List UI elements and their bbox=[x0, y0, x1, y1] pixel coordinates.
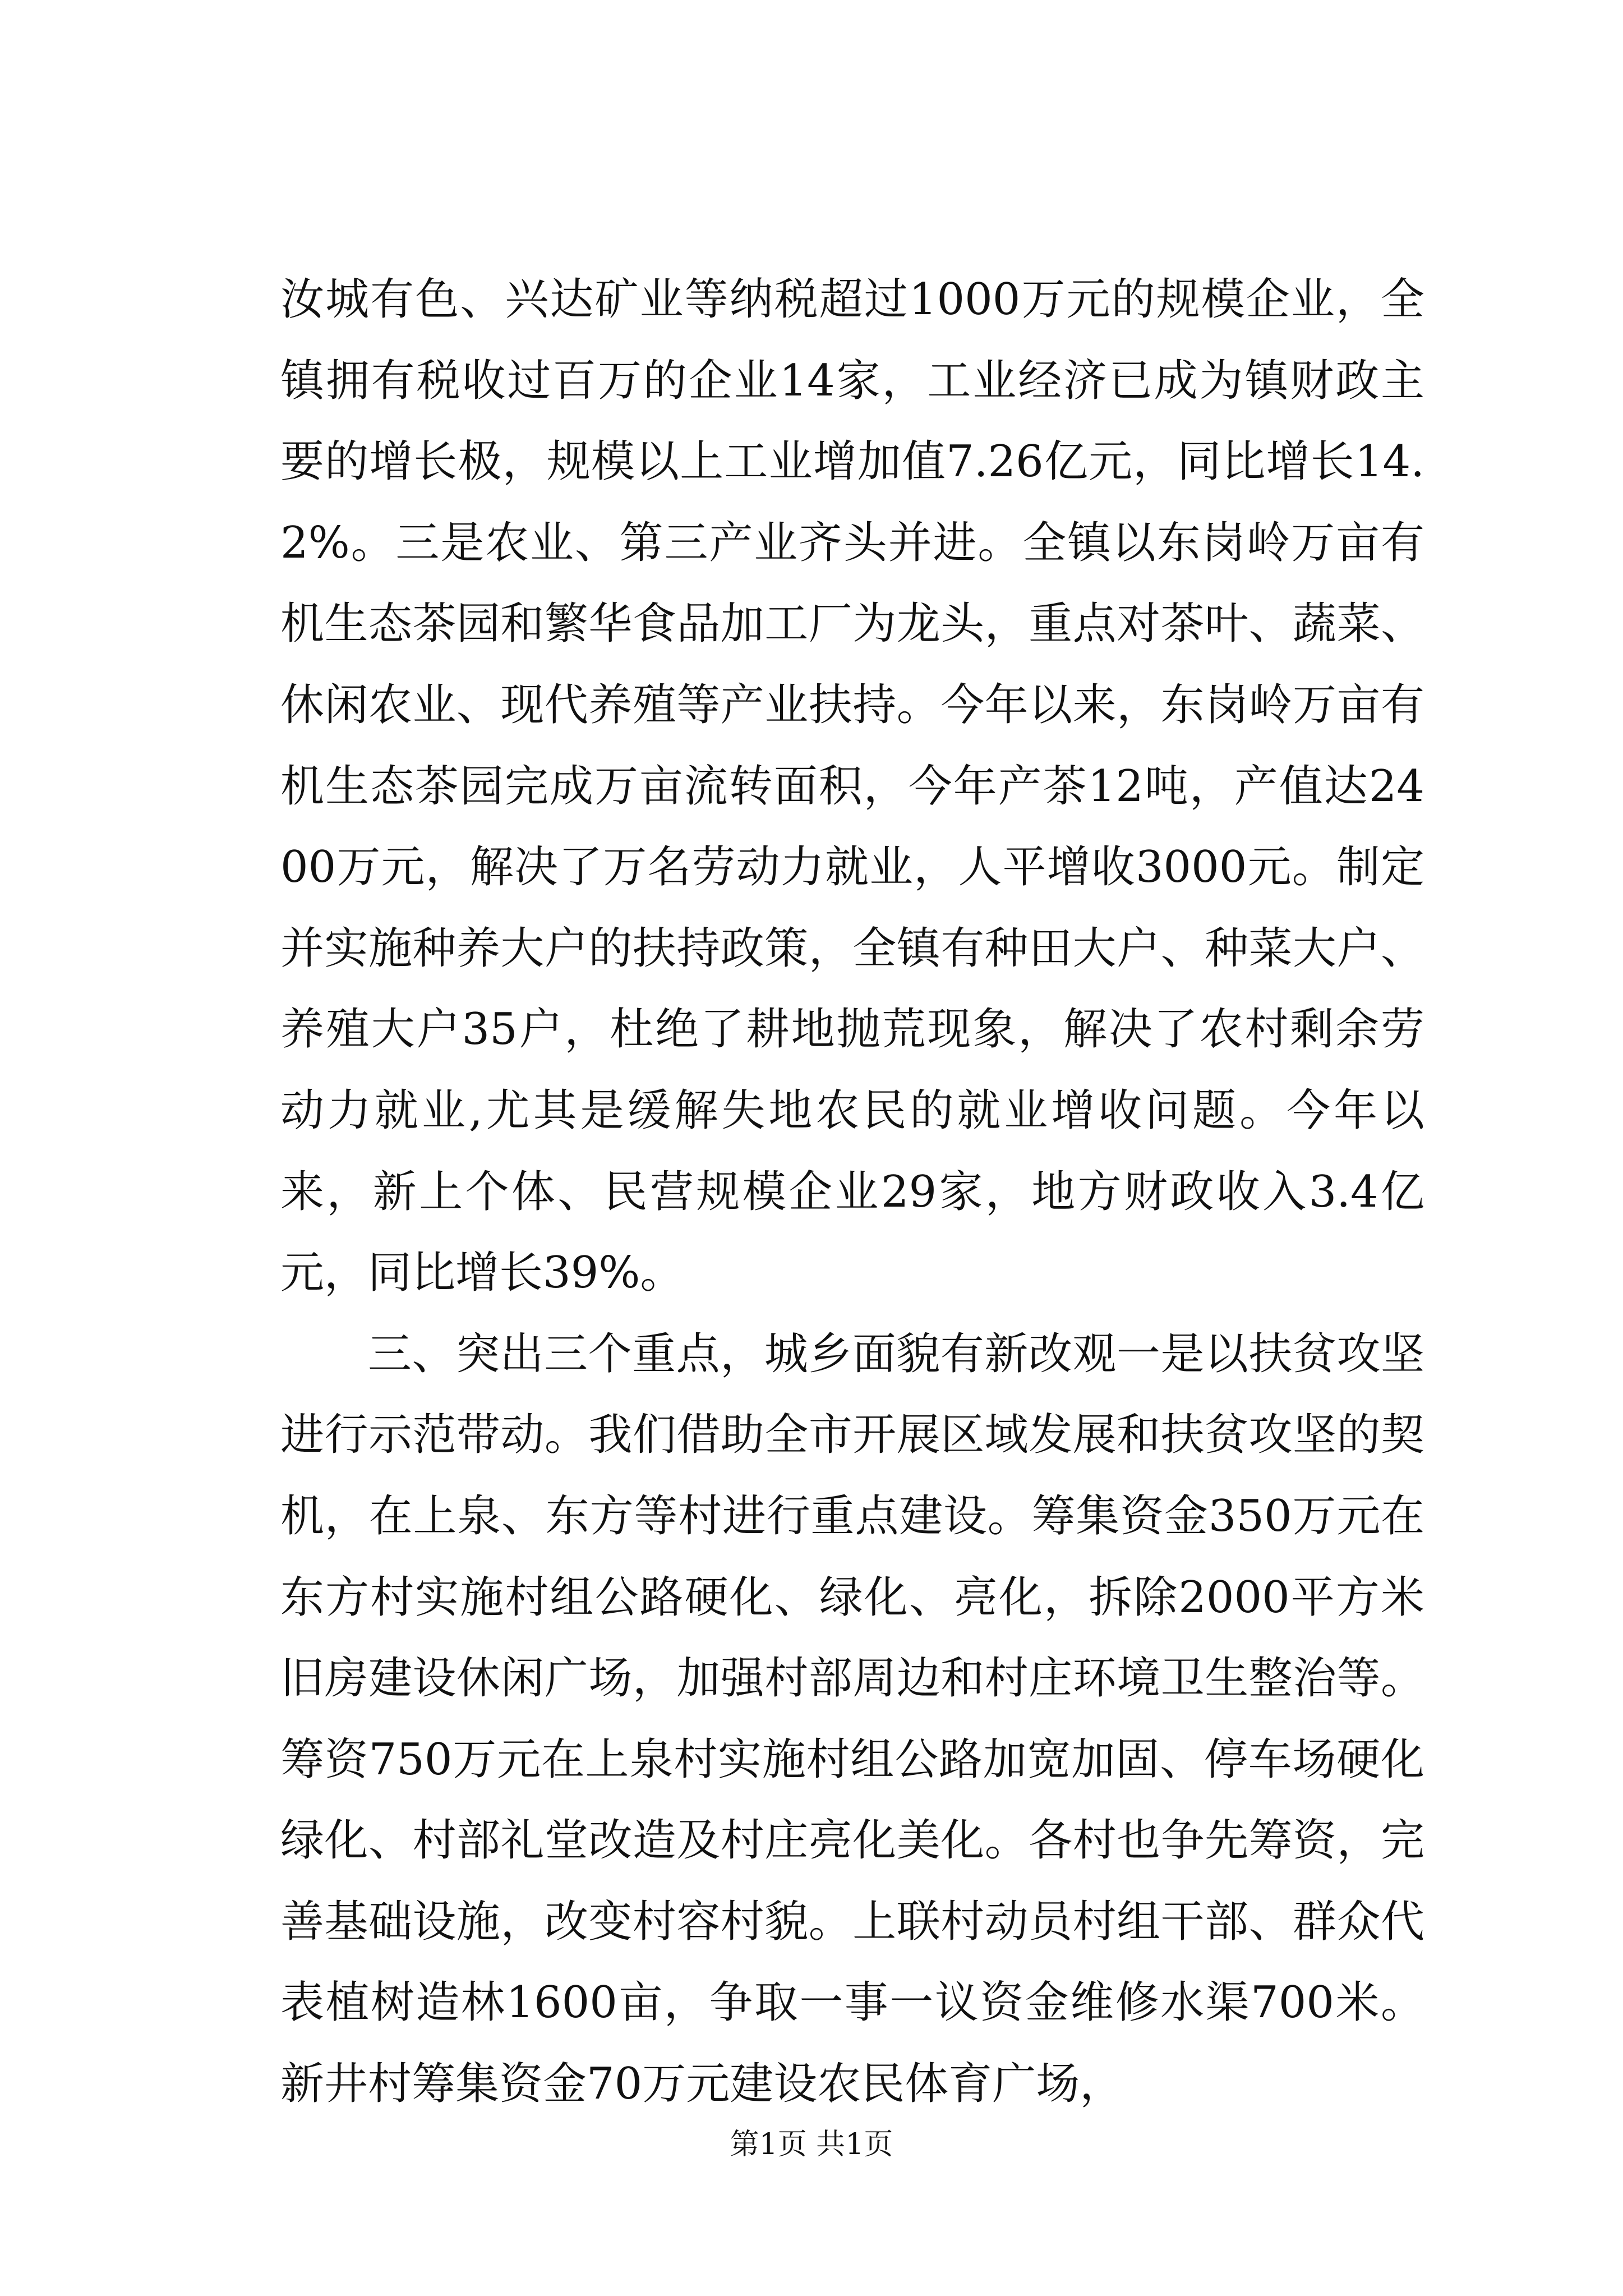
page-footer: 第1页 共1页 bbox=[730, 2128, 893, 2161]
paragraph-2: 三、突出三个重点，城乡面貌有新改观一是以扶贫攻坚进行示范带动。我们借助全市开展区域发展和扶贫攻坚的契机，在上泉、东方等村进行重点建设。筹集资金350万元在东方村实施村组公路硬化、绿化、亮化，拆除2000平方米旧房建设休闲广场，加强村部周边和村庄环境卫生整治等。筹资750万元在上泉村实施村组公路加宽加固、停车场硬化绿化、村部礼堂改造及村庄亮化美化。各村也争先筹资，完善基础设施，改变村容村貌。上联村动员村组干部、群众代表植树造林1600亩，争取一事一议资金维修水渠700米。新井村筹集资金70万元建设农民体育广场， bbox=[280, 1328, 1424, 2110]
document-body bbox=[280, 259, 1424, 2125]
paragraph-1: 汝城有色、兴达矿业等纳税超过1000万元的规模企业，全镇拥有税收过百万的企业14家，工业经济已成为镇财政主要的增长极，规模以上工业增加值7.26亿元，同比增长14.2%。三是农业、第三产业齐头并进。全镇以东岗岭万亩有机生态茶园和繁华食品加工厂为龙头，重点对茶叶、蔬菜、休闲农业、现代养殖等产业扶持。今年以来，东岗岭万亩有机生态茶园完成万亩流转面积，今年产茶12吨，产值达2400万元，解决了万名劳动力就业，人平增收3000元。制定并实施种养大户的扶持政策，全镇有种田大户、种菜大户、养殖大户35户，杜绝了耕地抛荒现象，解决了农村剩余劳动力就业,尤其是缓解失地农民的就业增收问题。今年以来，新上个体、民营规模企业29家，地方财政收入3.4亿元，同比增长39%。 bbox=[280, 274, 1424, 1299]
